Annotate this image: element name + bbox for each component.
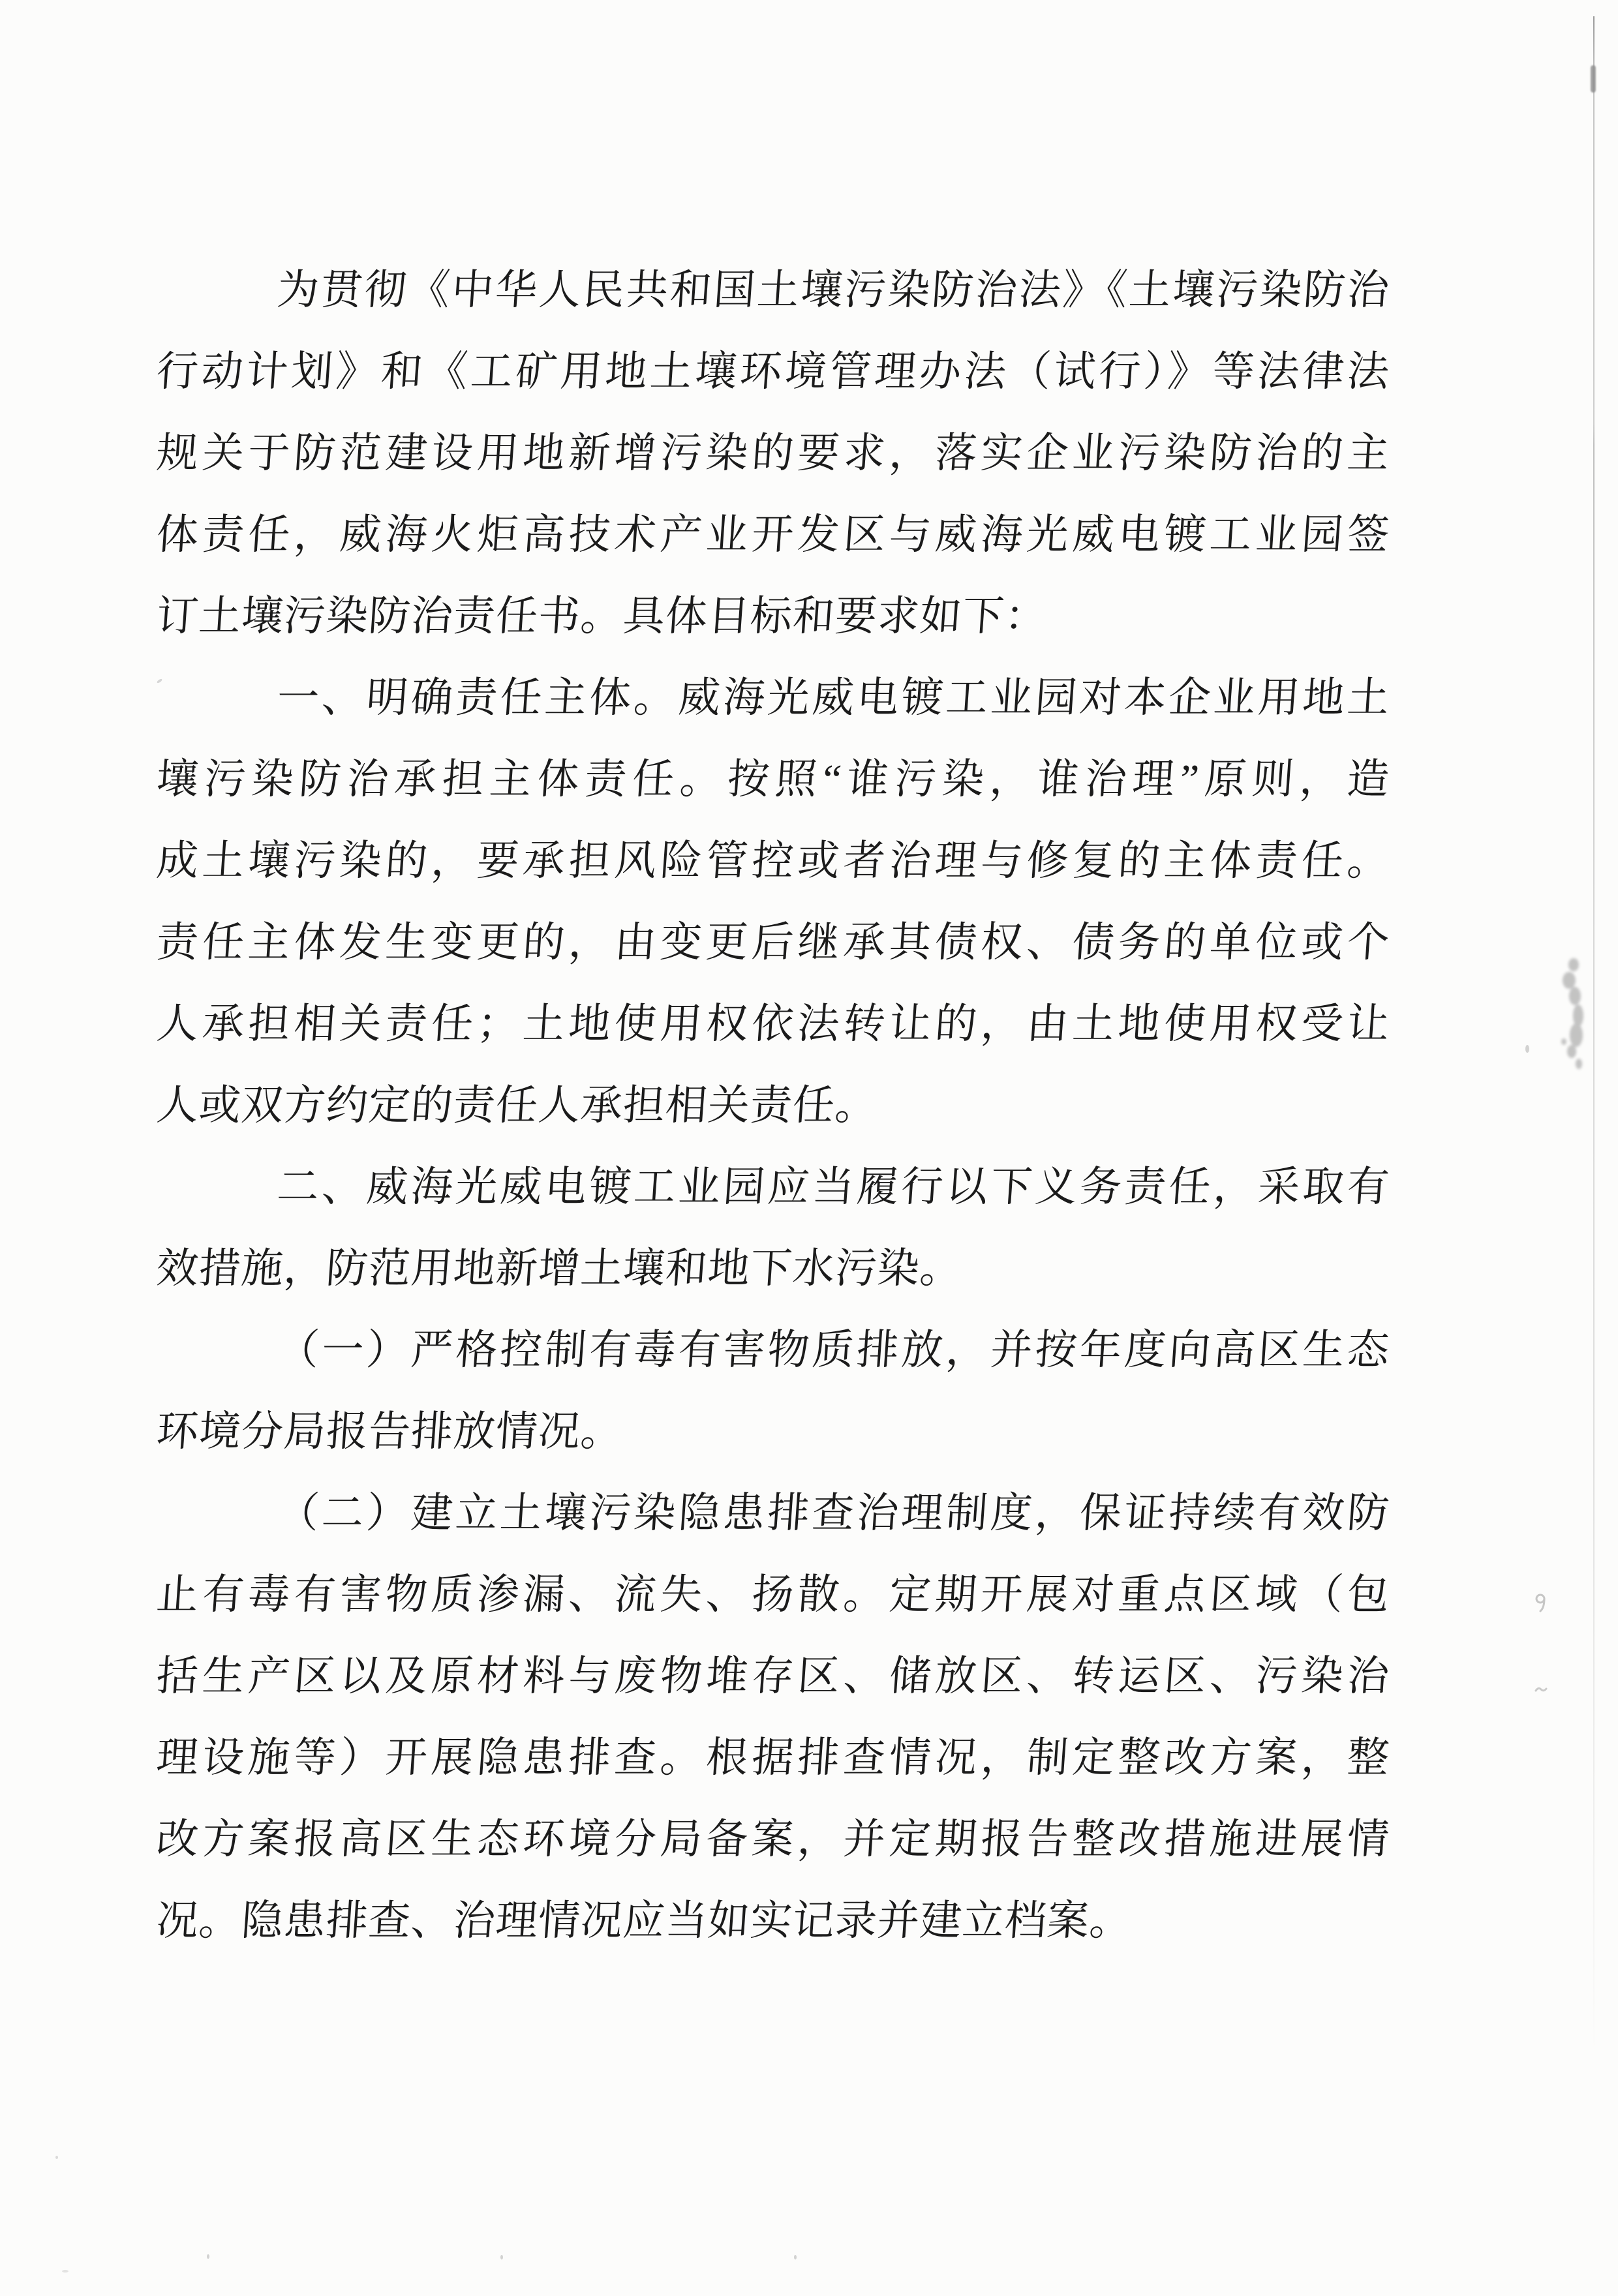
scan-artifact-smudge-scribble — [1561, 956, 1587, 1073]
scan-speck — [1525, 1045, 1529, 1053]
scan-speck — [500, 2255, 503, 2259]
text-line: 环境分局报告排放情况。 — [155, 1408, 625, 1455]
text-line: （一）严格控制有毒有害物质排放，并按年度向高区生态 — [275, 1327, 1392, 1373]
scan-artifact-streak-blob — [1591, 65, 1596, 93]
text-line: 订土壤污染防治责任书。具体目标和要求如下： — [155, 593, 1049, 639]
text-line: 括生产区以及原材料与废物堆存区、储放区、转运区、污染治 — [155, 1653, 1392, 1699]
scan-artifact-small-dash — [1534, 1685, 1548, 1694]
document-body-text — [157, 249, 1390, 1961]
text-line: 体责任，威海火炬高技术产业开发区与威海光威电镀工业园签 — [155, 511, 1392, 558]
text-line: 责任主体发生变更的，由变更后继承其债权、债务的单位或个 — [155, 919, 1392, 965]
text-line: 理设施等）开展隐患排查。根据排查情况，制定整改方案，整 — [155, 1734, 1392, 1781]
text-line: 一、明确责任主体。威海光威电镀工业园对本企业用地土 — [275, 674, 1392, 721]
text-line: （二）建立土壤污染隐患排查治理制度，保证持续有效防 — [275, 1490, 1392, 1536]
text-line: 为贯彻《中华人民共和国土壤污染防治法》《土壤污染防治 — [275, 267, 1392, 313]
scan-artifact-small-mark — [1534, 1593, 1549, 1614]
text-line: 人或双方约定的责任人承担相关责任。 — [155, 1082, 879, 1128]
text-line: 况。隐患排查、治理情况应当如实记录并建立档案。 — [155, 1897, 1134, 1944]
text-line: 改方案报高区生态环境分局备案，并定期报告整改措施进展情 — [155, 1816, 1392, 1862]
text-line: 壤污染防治承担主体责任。按照“谁污染，谁治理”原则，造 — [155, 756, 1392, 802]
text-line: 成土壤污染的，要承担风险管控或者治理与修复的主体责任。 — [155, 838, 1392, 884]
scan-speck — [207, 2254, 209, 2259]
scan-speck — [55, 2156, 58, 2159]
text-line: 二、威海光威电镀工业园应当履行以下义务责任，采取有 — [275, 1164, 1392, 1210]
text-line: 效措施，防范用地新增土壤和地下水污染。 — [155, 1245, 964, 1292]
scan-speck — [794, 2255, 797, 2259]
text-line: 规关于防范建设用地新增污染的要求，落实企业污染防治的主 — [155, 430, 1392, 476]
text-line: 止有毒有害物质渗漏、流失、扬散。定期开展对重点区域（包 — [155, 1571, 1392, 1618]
text-line: 人承担相关责任；土地使用权依法转让的，由土地使用权受让 — [155, 1001, 1392, 1047]
scan-artifact-vertical-streak — [1593, 16, 1595, 2055]
scan-speck — [62, 2270, 69, 2273]
text-line: 行动计划》和《工矿用地土壤环境管理办法（试行）》等法律法 — [155, 348, 1392, 395]
